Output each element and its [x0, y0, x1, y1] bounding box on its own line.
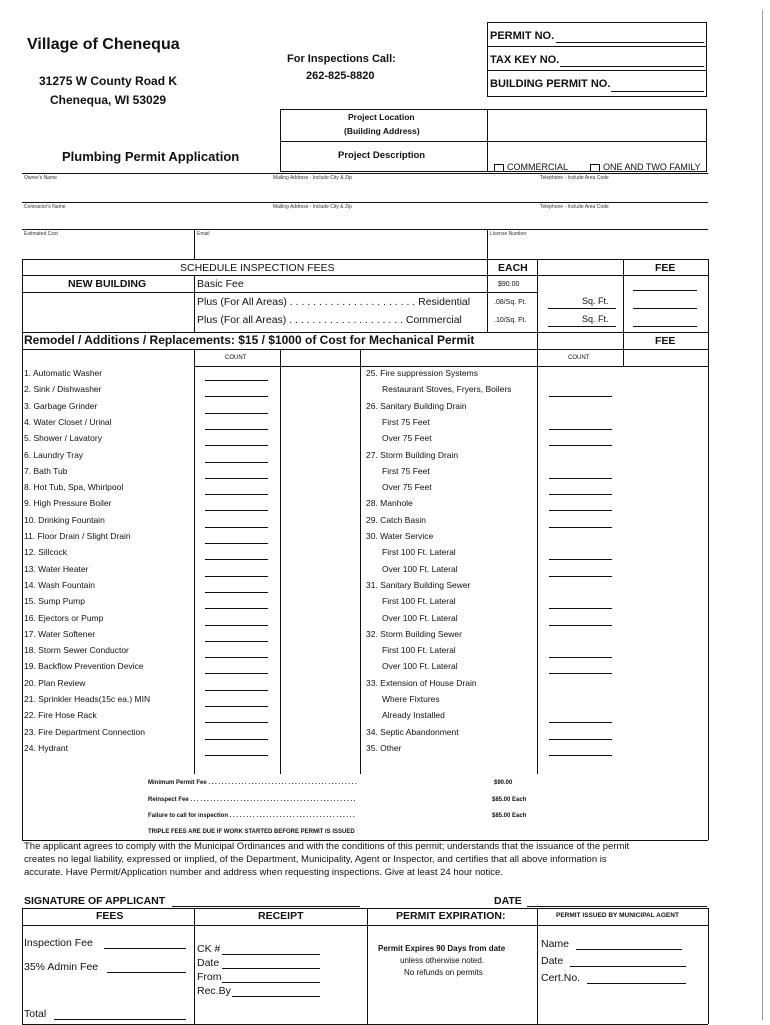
issued-by-header: PERMIT ISSUED BY MUNICIPAL AGENT [556, 912, 679, 919]
one-two-family-checkbox[interactable] [590, 164, 600, 172]
list-item: 12. Sillcock [24, 547, 67, 558]
new-building-label: NEW BUILDING [68, 278, 147, 290]
contractor-row-field[interactable] [24, 212, 704, 228]
left-item-count-field[interactable] [205, 510, 268, 511]
remodel-fee-header: FEE [655, 335, 676, 347]
estimated-cost-label: Estimated Cost [24, 231, 58, 237]
left-item-count-field[interactable] [205, 608, 268, 609]
owner-mailing-label: Mailing Address - Include City & Zip [273, 175, 352, 181]
left-item-count-field[interactable] [205, 755, 268, 756]
one-two-family-option[interactable] [590, 163, 701, 172]
expiration-line-2: unless otherwise noted. [400, 956, 485, 965]
right-item-count-field[interactable] [549, 396, 612, 397]
agreement-line-3: accurate. Have Permit/Application number and address when requesting inspections. Give at least 24 hour notice. [24, 867, 503, 878]
email-label: Email [197, 231, 210, 237]
list-item: 8. Hot Tub, Spa, Whirlpool [24, 482, 124, 493]
expiration-line-1: Permit Expires 90 Days from date [378, 944, 506, 953]
right-item-count-field[interactable] [549, 576, 612, 577]
total-field[interactable] [54, 1019, 186, 1020]
list-item: Over 100 Ft. Lateral [382, 661, 458, 672]
right-item-count-field[interactable] [549, 625, 612, 626]
failure-fee-label: Failure to call for inspection . . . . . . . . . . . . . . . . . . . . . . . . . . . . . . . . . . . . . . [148, 813, 355, 819]
left-item-count-field[interactable] [205, 396, 268, 397]
right-item-count-field[interactable] [549, 510, 612, 511]
list-item: 13. Water Heater [24, 563, 89, 574]
left-item-count-field[interactable] [205, 478, 268, 479]
right-item-count-field[interactable] [549, 739, 612, 740]
triple-fees-notice: TRIPLE FEES ARE DUE IF WORK STARTED BEFORE PERMIT IS ISSUED [148, 829, 355, 835]
agent-name-label: Name [541, 938, 570, 950]
contractor-mailing-label: Mailing Address - Include City & Zip [273, 204, 352, 210]
left-item-count-field[interactable] [205, 625, 268, 626]
signature-field[interactable] [172, 906, 360, 907]
village-name: Village of Chenequa [27, 36, 180, 53]
list-item: 18. Storm Sewer Conductor [24, 645, 129, 656]
schedule-title: SCHEDULE INSPECTION FEES [180, 262, 335, 274]
left-item-count-field[interactable] [205, 445, 268, 446]
list-item: Over 75 Feet [382, 433, 432, 444]
list-item: 23. Fire Department Connection [24, 726, 145, 737]
owner-row-field[interactable] [24, 183, 704, 201]
left-item-count-field[interactable] [205, 462, 268, 463]
residential-fee-field[interactable] [633, 308, 697, 309]
inspection-fee-field[interactable] [104, 948, 186, 949]
list-item: 14. Wash Fountain [24, 579, 96, 590]
left-item-count-field[interactable] [205, 380, 268, 381]
list-item: 33. Extension of House Drain [366, 677, 477, 688]
commercial-sqft-label: Sq. Ft. [582, 314, 609, 324]
basic-fee-field[interactable] [633, 290, 697, 291]
list-item: 30. Water Service [366, 531, 434, 541]
basic-fee-amount: $90.00 [498, 281, 520, 288]
admin-fee-field[interactable] [107, 972, 186, 973]
form-title: Plumbing Permit Application [62, 149, 240, 164]
list-item: 20. Plan Review [24, 677, 86, 688]
signature-date-field[interactable] [527, 906, 707, 907]
commercial-sqft-field[interactable] [548, 326, 616, 327]
list-item: Over 75 Feet [382, 482, 432, 493]
left-item-count-field[interactable] [205, 673, 268, 674]
right-item-count-field[interactable] [549, 722, 612, 723]
list-item: 2. Sink / Dishwasher [24, 384, 102, 395]
check-number-label: CK # [197, 943, 221, 955]
right-item-count-field[interactable] [549, 608, 612, 609]
address-line-1: 31275 W County Road K [39, 74, 178, 88]
owner-name-label: Owner's Name [24, 175, 57, 181]
received-by-field[interactable] [232, 996, 320, 997]
list-item: 29. Catch Basin [366, 514, 427, 525]
expiration-header: PERMIT EXPIRATION: [396, 910, 506, 922]
left-item-count-field[interactable] [205, 739, 268, 740]
list-item: 16. Ejectors or Pump [24, 612, 104, 623]
list-item: First 75 Feet [382, 416, 430, 427]
right-item-count-field[interactable] [549, 429, 612, 430]
left-item-count-field[interactable] [205, 592, 268, 593]
contractor-name-label: Contractor's Name [24, 204, 66, 210]
list-item: 17. Water Softener [24, 628, 96, 639]
contractor-telephone-label: Telephone - Include Area Code [540, 204, 609, 210]
list-item: Restaurant Stoves, Fryers, Boilers [382, 384, 512, 395]
list-item: 3. Garbage Grinder [24, 400, 98, 411]
one-two-family-label: ONE AND TWO FAMILY [603, 162, 701, 172]
cert-no-field[interactable] [587, 983, 686, 984]
list-item: 26. Sanitary Building Drain [366, 400, 467, 411]
commercial-option[interactable] [494, 163, 568, 172]
received-by-label: Rec.By [197, 985, 231, 997]
list-item: 10. Drinking Fountain [24, 514, 105, 525]
list-item: Where Fixtures [382, 694, 440, 704]
failure-fee-value: $85.00 Each [492, 813, 527, 819]
list-item: 25. Fire suppression Systems [366, 368, 478, 378]
list-item: 11. Floor Drain / Slight Drain [24, 531, 131, 541]
residential-sqft-field[interactable] [548, 308, 616, 309]
left-item-count-field[interactable] [205, 706, 268, 707]
list-item: 7. Bath Tub [24, 465, 68, 476]
admin-fee-label: 35% Admin Fee [24, 961, 99, 973]
receipt-date-label: Date [197, 957, 220, 969]
right-item-count-field[interactable] [549, 673, 612, 674]
count-header-right: COUNT [568, 355, 590, 361]
right-item-count-field[interactable] [549, 559, 612, 560]
tax-key-field[interactable] [560, 66, 704, 67]
list-item: First 100 Ft. Lateral [382, 596, 456, 607]
inspections-phone: 262-825-8820 [306, 70, 375, 82]
inspection-fee-label: Inspection Fee [24, 937, 93, 949]
left-item-count-field[interactable] [205, 722, 268, 723]
building-permit-label: BUILDING PERMIT NO. [490, 78, 611, 90]
building-permit-field[interactable] [611, 91, 704, 92]
list-item: First 100 Ft. Lateral [382, 645, 456, 656]
list-item: 6. Laundry Tray [24, 449, 84, 460]
list-item: First 75 Feet [382, 465, 430, 476]
signature-label: SIGNATURE OF APPLICANT [24, 895, 166, 907]
check-number-field[interactable] [222, 954, 320, 955]
left-item-count-field[interactable] [205, 641, 268, 642]
commercial-fee-field[interactable] [633, 326, 697, 327]
list-item: 9. High Pressure Boiler [24, 498, 112, 509]
list-item: 32. Storm Building Sewer [366, 628, 462, 639]
signature-date-label: DATE [494, 895, 522, 907]
owner-telephone-label: Telephone - Include Area Code [540, 175, 609, 181]
license-number-label: License Number [490, 231, 527, 237]
list-item: 21. Sprinkler Heads(15c ea.) MIN [24, 694, 151, 704]
tax-key-label: TAX KEY NO. [490, 54, 560, 66]
list-item: 22. Fire Hose Rack [24, 710, 97, 721]
list-item: 34. Septic Abandonment [366, 726, 459, 737]
list-item: 35. Other [366, 742, 402, 753]
right-item-count-field[interactable] [549, 657, 612, 658]
left-item-count-field[interactable] [205, 429, 268, 430]
left-item-count-field[interactable] [205, 543, 268, 544]
agent-date-field[interactable] [570, 966, 686, 967]
list-item: Over 100 Ft. Lateral [382, 563, 458, 574]
right-item-count-field[interactable] [549, 445, 612, 446]
list-item: 28. Manhole [366, 498, 413, 509]
agreement-line-2: creates no legal liability, expressed or implied, of the Department, Municipality, Agent or Inspector, and certifies that all above information is [24, 854, 607, 865]
left-item-count-field[interactable] [205, 527, 268, 528]
reinspect-fee-value: $85.00 Each [492, 797, 527, 803]
agent-date-label: Date [541, 955, 564, 967]
agreement-line-1: The applicant agrees to comply with the Municipal Ordinances and with the conditions of this permit; understands that the issuance of the permit [24, 841, 630, 852]
list-item: 15. Sump Pump [24, 596, 85, 607]
project-description-label: Project Description [338, 150, 426, 161]
remodel-heading: Remodel / Additions / Replacements: $15 / $1000 of Cost for Mechanical Permit [24, 333, 475, 347]
commercial-rate: .10/Sq. Ft. [494, 317, 527, 324]
right-item-count-field[interactable] [549, 527, 612, 528]
residential-rate: .08/Sq. Ft. [494, 299, 527, 306]
list-item: 4. Water Closet / Urinal [24, 416, 112, 427]
left-item-count-field[interactable] [205, 576, 268, 577]
receipt-date-field[interactable] [222, 968, 320, 969]
expiration-line-3: No refunds on permits [404, 968, 483, 977]
project-description-field[interactable] [489, 143, 705, 161]
address-line-2: Chenequa, WI 53029 [50, 93, 167, 107]
list-item: Already Installed [382, 710, 445, 721]
project-location-label: Project Location [348, 112, 415, 122]
cert-no-label: Cert.No. [541, 972, 581, 984]
plus-commercial-label: Plus (For all Areas) . . . . . . . . . . . . . . . . . . . . Commercial [197, 314, 462, 326]
basic-fee-label: Basic Fee [197, 278, 244, 290]
agent-name-field[interactable] [576, 949, 682, 950]
right-item-count-field[interactable] [549, 494, 612, 495]
left-item-count-field[interactable] [205, 559, 268, 560]
list-item: First 100 Ft. Lateral [382, 547, 456, 558]
total-label: Total [24, 1008, 47, 1020]
plus-residential-label: Plus (For All Areas) . . . . . . . . . . . . . . . . . . . . . . Residential [197, 296, 471, 308]
list-item: 24. Hydrant [24, 742, 68, 753]
list-item: 31. Sanitary Building Sewer [366, 579, 471, 590]
fee-header: FEE [655, 262, 676, 274]
permit-no-field[interactable] [556, 42, 704, 43]
left-item-count-field[interactable] [205, 413, 268, 414]
left-item-count-field[interactable] [205, 657, 268, 658]
reinspect-fee-label: Reinspect Fee . . . . . . . . . . . . . . . . . . . . . . . . . . . . . . . . . . . . . . . . . . . . . . . . . . [148, 797, 356, 803]
residential-sqft-label: Sq. Ft. [582, 296, 609, 306]
permit-no-label: PERMIT NO. [490, 30, 555, 42]
receipt-from-label: From [197, 971, 222, 983]
left-item-count-field[interactable] [205, 494, 268, 495]
inspections-label: For Inspections Call: [287, 53, 396, 65]
receipt-header: RECEIPT [258, 910, 304, 922]
list-item: 27. Storm Building Drain [366, 449, 459, 460]
list-item: 5. Shower / Lavatory [24, 433, 102, 444]
each-header: EACH [498, 262, 528, 274]
right-item-count-field[interactable] [549, 755, 612, 756]
scan-edge-line [762, 10, 763, 1020]
building-address-label: (Building Address) [344, 126, 420, 136]
fees-header: FEES [96, 910, 124, 922]
commercial-label: COMMERCIAL [507, 162, 569, 172]
commercial-checkbox[interactable] [494, 164, 504, 172]
count-header-left: COUNT [225, 355, 247, 361]
right-item-count-field[interactable] [549, 478, 612, 479]
minimum-fee-label: Minimum Permit Fee . . . . . . . . . . . . . . . . . . . . . . . . . . . . . . . . . . . . . . . . . . . . . [148, 780, 357, 786]
list-item: Over 100 Ft. Lateral [382, 612, 458, 623]
list-item: 19. Backflow Prevention Device [24, 661, 144, 672]
minimum-fee-value: $90.00 [494, 780, 513, 786]
list-item: 1. Automatic Washer [24, 368, 103, 378]
project-location-field[interactable] [489, 111, 705, 139]
left-item-count-field[interactable] [205, 690, 268, 691]
receipt-from-field[interactable] [222, 982, 320, 983]
